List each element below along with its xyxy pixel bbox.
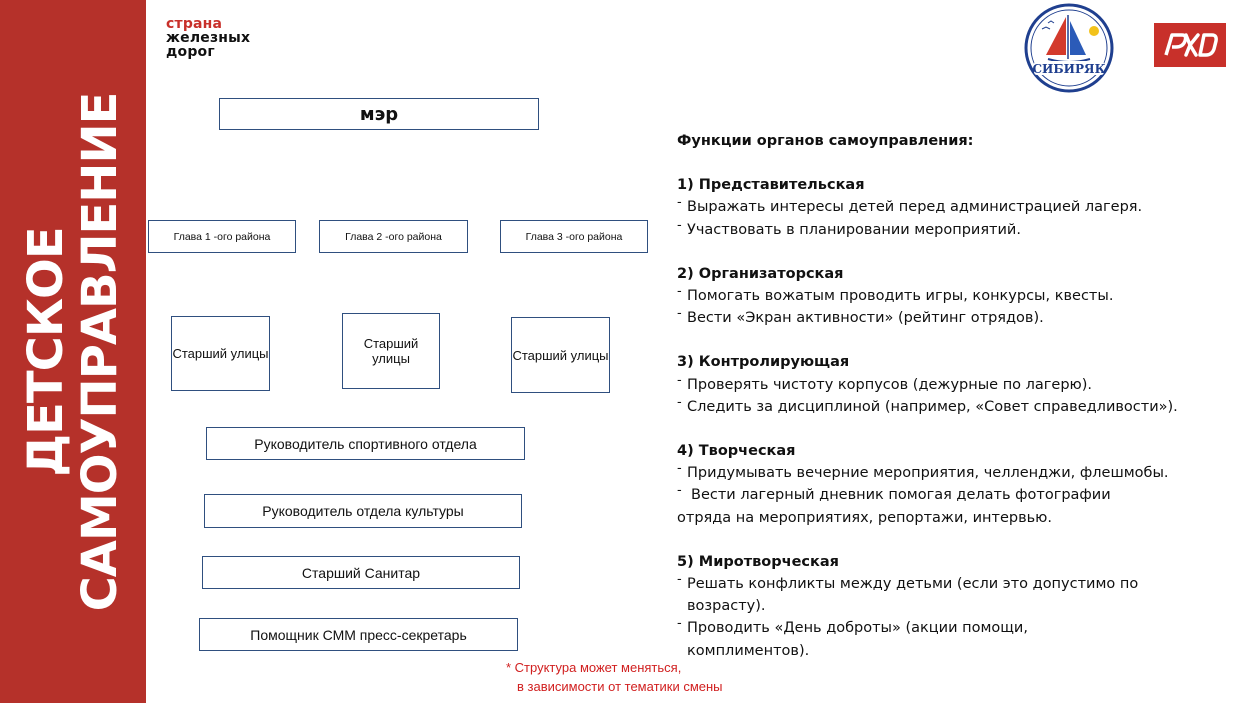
list-item-continuation: комплиментов).	[687, 642, 810, 659]
list-item-continuation: возрасту).	[687, 598, 766, 615]
section-heading: 3) Контролирующая	[677, 354, 850, 371]
function-section-1	[677, 174, 1217, 241]
street-elder-box-2: Старший улицы	[342, 313, 440, 389]
function-section-4	[677, 440, 1217, 529]
mayor-box: мэр	[219, 98, 539, 130]
brand-line1: страна	[166, 16, 223, 32]
list-item: - Решать конфликты между детьми (если это допустимо по	[677, 573, 1217, 595]
note-line2: в зависимости от тематики смены	[517, 679, 723, 694]
list-item: - Следить за дисциплиной (например, «Совет справедливости»).	[677, 396, 1217, 418]
street-elder-box-1: Старший улицы	[171, 316, 270, 391]
function-section-3	[677, 351, 1217, 418]
sidebar-title-line2: САМОУПРАВЛЕНИЕ	[72, 92, 128, 612]
rzd-logo-icon	[1154, 23, 1226, 67]
section-heading: 1) Представительская	[677, 177, 865, 194]
list-item: - Проводить «День доброты» (акции помощи,	[677, 617, 1217, 639]
sanitation-box: Старший Санитар	[202, 556, 520, 589]
list-item: - Вести лагерный дневник помогая делать фотографии	[677, 484, 1217, 506]
district-head-box-1: Глава 1 -ого района	[148, 220, 296, 253]
functions-title: Функции органов самоуправления:	[677, 133, 974, 149]
functions-panel	[677, 128, 1217, 662]
structure-note	[506, 658, 723, 696]
culture-department-box: Руководитель отдела культуры	[204, 494, 522, 528]
function-section-5	[677, 551, 1217, 662]
district-head-box-3: Глава 3 -ого района	[500, 220, 648, 253]
section-heading: 2) Организаторская	[677, 265, 844, 282]
sidebar-banner	[0, 0, 146, 703]
brand-line3: дорог	[166, 44, 215, 60]
brand-logo	[166, 17, 250, 59]
street-elder-box-3: Старший улицы	[511, 317, 610, 393]
list-item: - Участвовать в планировании мероприятий.	[677, 219, 1217, 241]
list-item: - Проверять чистоту корпусов (дежурные по лагерю).	[677, 374, 1217, 396]
list-item: - Выражать интересы детей перед администрацией лагеря.	[677, 196, 1217, 218]
note-line1: * Структура может меняться,	[506, 660, 682, 675]
sports-department-box: Руководитель спортивного отдела	[206, 427, 525, 460]
list-item: - Придумывать вечерние мероприятия, челленджи, флешмобы.	[677, 462, 1217, 484]
function-section-2	[677, 263, 1217, 330]
list-item: - Вести «Экран активности» (рейтинг отрядов).	[677, 307, 1217, 329]
sidebar-title-line1: ДЕТСКОЕ	[18, 227, 74, 477]
badge-text: СИБИРЯК	[1032, 62, 1106, 76]
section-heading: 4) Творческая	[677, 443, 796, 460]
smm-press-box: Помощник СММ пресс-секретарь	[199, 618, 518, 651]
section-heading: 5) Миротворческая	[677, 553, 839, 570]
list-item-continuation: отряда на мероприятиях, репортажи, интервью.	[677, 509, 1052, 526]
list-item: - Помогать вожатым проводить игры, конкурсы, квесты.	[677, 285, 1217, 307]
brand-line2: железных	[166, 30, 251, 46]
sidebar-title	[19, 93, 127, 612]
district-head-box-2: Глава 2 -ого района	[319, 220, 468, 253]
sibiryak-badge-icon	[1024, 3, 1114, 93]
